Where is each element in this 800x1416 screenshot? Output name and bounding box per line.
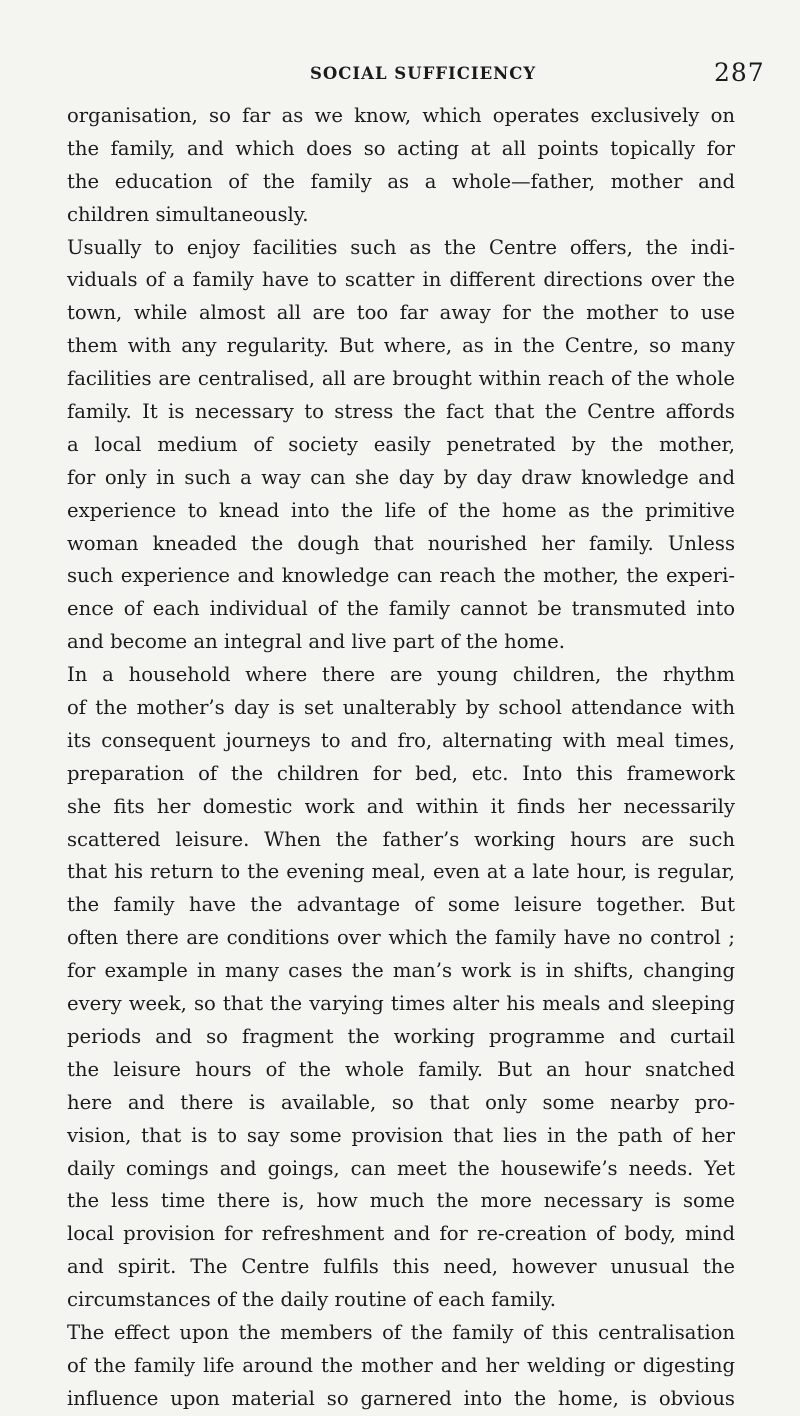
text-line: local provision for refreshment and for re-creation of body, mind	[67, 1222, 735, 1246]
text-line: for only in such a way can she day by day draw knowledge and	[67, 465, 735, 489]
text-line: that his return to the evening meal, even at a late hour, is regular,	[67, 860, 735, 884]
text-line: influence upon material so garnered into the home, is obvious	[67, 1386, 735, 1410]
running-head	[0, 58, 800, 88]
text-line: often there are conditions over which the family have no control ;	[67, 926, 735, 950]
text-line: facilities are centralised, all are brought within reach of the whole	[67, 367, 735, 391]
text-line: The effect upon the members of the family of this centralisation	[67, 1320, 735, 1344]
text-line: the family have the advantage of some leisure together. But	[67, 893, 735, 917]
text-line: them with any regularity. But where, as in the Centre, so many	[67, 334, 735, 358]
text-line: of the family life around the mother and her welding or digesting	[67, 1353, 735, 1377]
text-line: Usually to enjoy facilities such as the Centre offers, the indi-	[67, 235, 735, 259]
text-line: the education of the family as a whole—father, mother and	[67, 169, 735, 193]
text-line: periods and so fragment the working programme and curtail	[67, 1024, 735, 1048]
text-line: here and there is available, so that only some nearby pro-	[67, 1090, 735, 1114]
text-line: vision, that is to say some provision that lies in the path of her	[67, 1123, 735, 1147]
text-line: children simultaneously.	[67, 202, 309, 226]
text-line: and become an integral and live part of the home.	[67, 630, 565, 654]
text-line: experience to knead into the life of the home as the primitive	[67, 498, 735, 522]
page-number: 287	[714, 58, 765, 87]
text-line: ence of each individual of the family cannot be transmuted into	[67, 597, 735, 621]
text-line: of the mother’s day is set unalterably by school attendance with	[67, 696, 735, 720]
text-line: organisation, so far as we know, which operates exclusively on	[67, 104, 735, 127]
text-line: she fits her domestic work and within it finds her necessarily	[67, 794, 735, 818]
text-line: for example in many cases the man’s work is in shifts, changing	[67, 959, 735, 983]
text-line: town, while almost all are too far away for the mother to use	[67, 301, 735, 325]
text-line: such experience and knowledge can reach the mother, the experi-	[67, 564, 735, 588]
text-line: the leisure hours of the whole family. But an hour snatched	[67, 1057, 735, 1081]
text-line: every week, so that the varying times alter his meals and sleeping	[67, 992, 735, 1016]
text-line: the family, and which does so acting at all points topically for	[67, 136, 735, 160]
text-line: a local medium of society easily penetrated by the mother,	[67, 432, 735, 456]
text-line: its consequent journeys to and fro, alternating with meal times,	[67, 728, 735, 752]
text-line: daily comings and goings, can meet the housewife’s needs. Yet	[67, 1156, 735, 1180]
running-title: SOCIAL SUFFICIENCY	[310, 64, 537, 83]
text-line: woman kneaded the dough that nourished her family. Unless	[67, 531, 735, 555]
text-line: preparation of the children for bed, etc. Into this framework	[67, 761, 735, 785]
text-line: scattered leisure. When the father’s working hours are such	[67, 827, 735, 851]
text-line: and spirit. The Centre fulfils this need, however unusual the	[67, 1255, 735, 1279]
body-text	[67, 100, 735, 1416]
text-line: the less time there is, how much the more necessary is some	[67, 1189, 735, 1213]
text-line: circumstances of the daily routine of each family.	[67, 1288, 556, 1312]
text-line: In a household where there are young children, the rhythm	[67, 663, 735, 687]
text-line: family. It is necessary to stress the fact that the Centre affords	[67, 400, 735, 424]
text-line: viduals of a family have to scatter in different directions over the	[67, 268, 735, 292]
